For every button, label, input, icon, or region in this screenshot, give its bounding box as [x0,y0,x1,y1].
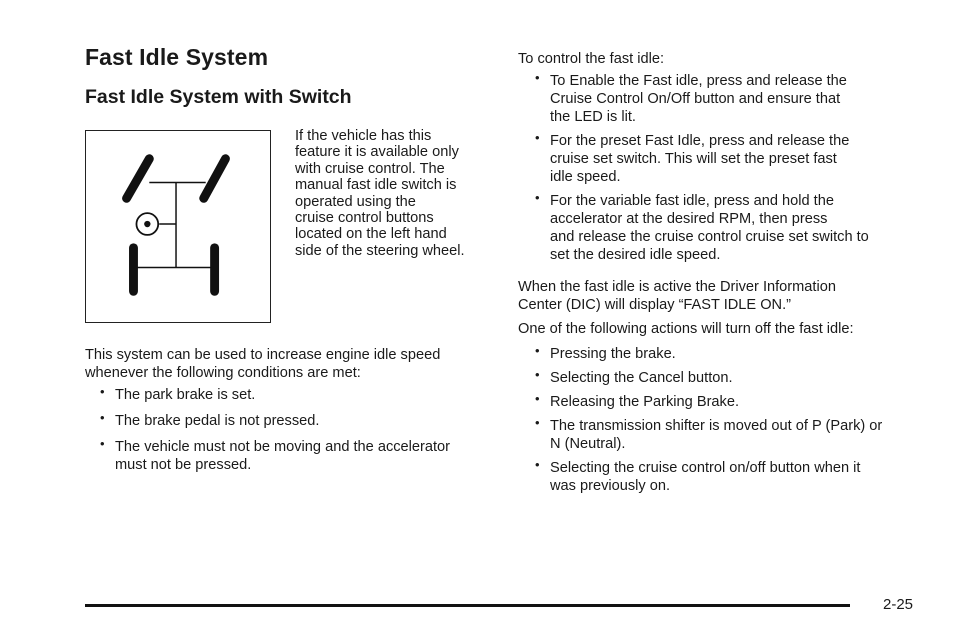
footer-rule [85,604,850,607]
bullet-icon: • [535,343,540,358]
control-steps-list [535,70,930,270]
dic-note [518,278,836,314]
intro-line: This system can be used to increase engine idle speed [85,347,441,363]
control-step-item [535,190,930,264]
condition-item-text: The park brake is set. [115,387,256,403]
turnoff-action-item [535,415,930,453]
condition-item [100,436,505,474]
condition-item-text: must not be pressed. [115,457,252,473]
turnoff-action-item [535,367,930,387]
bullet-icon: • [535,457,540,472]
condition-item-text: The brake pedal is not pressed. [115,413,320,429]
bullet-icon: • [535,391,540,406]
turnoff-action-item-text: Selecting the Cancel button. [550,370,733,386]
feature-availability-line: feature it is available only [295,144,459,161]
turnoff-actions-list [535,343,930,501]
control-step-item-text: To Enable the Fast idle, press and release the [550,73,847,89]
bullet-icon: • [535,130,540,145]
bullet-icon: • [535,190,540,205]
bullet-icon: • [535,367,540,382]
page-title: Fast Idle System [85,44,269,70]
turnoff-action-item-text: was previously on. [550,478,671,494]
bullet-icon: • [535,415,540,430]
turnoff-action-item [535,343,930,363]
bullet-icon: • [100,410,105,425]
control-step-item [535,130,930,186]
feature-availability-line: If the vehicle has this [295,128,432,144]
front-left-wheel [127,159,150,199]
feature-availability-line: operated using the [295,193,416,210]
turnoff-action-item-text: Pressing the brake. [550,346,676,362]
intro-paragraph [85,346,505,382]
gauge-center-dot [144,221,150,227]
turnoff-action-item [535,457,930,495]
fast-idle-chassis-icon [86,131,270,322]
turnoff-action-item-text: Releasing the Parking Brake. [550,394,740,410]
bullet-icon: • [100,436,105,451]
turnoff-action-item-text: Selecting the cruise control on/off button when it [550,460,861,476]
condition-item-text: The vehicle must not be moving and the accelerator [115,439,451,455]
turnoff-action-item [535,391,930,411]
control-step-item-text: accelerator at the desired RPM, then press [550,211,828,227]
dic-note-line: When the fast idle is active the Driver Information [518,279,836,295]
turnoff-heading: One of the following actions will turn off the fast idle: [518,321,854,337]
control-heading: To control the fast idle: [518,51,665,67]
feature-availability-line: located on the left hand [295,226,447,243]
feature-availability-text [295,128,500,259]
condition-item [100,384,505,404]
bullet-icon: • [535,70,540,85]
turnoff-action-item-text: N (Neutral). [550,436,626,452]
feature-availability-line: with cruise control. The [295,160,445,177]
control-step-item-text: cruise set switch. This will set the preset fast [550,151,837,167]
feature-availability-line: manual fast idle switch is [295,177,457,194]
control-step-item-text: For the variable fast idle, press and hold the [550,193,834,209]
condition-item [100,410,505,430]
front-right-wheel [204,159,226,199]
dic-note-line: Center (DIC) will display “FAST IDLE ON.” [518,297,792,313]
feature-availability-line: cruise control buttons [295,210,434,227]
control-step-item-text: the LED is lit. [550,109,636,125]
fast-idle-figure [85,130,271,323]
control-step-item-text: idle speed. [550,169,621,185]
control-step-item-text: set the desired idle speed. [550,247,721,263]
conditions-list [100,384,505,482]
control-step-item-text: For the preset Fast Idle, press and release the [550,133,850,149]
section-title: Fast Idle System with Switch [85,86,352,108]
feature-availability-line: side of the steering wheel. [295,242,465,259]
control-step-item-text: and release the cruise control cruise set switch to [550,229,869,245]
intro-line: whenever the following conditions are met: [85,365,361,381]
control-step-item-text: Cruise Control On/Off button and ensure that [550,91,841,107]
page-number: 2-25 [883,596,914,613]
turnoff-action-item-text: The transmission shifter is moved out of P (Park) or [550,418,883,434]
bullet-icon: • [100,384,105,399]
control-step-item [535,70,930,126]
